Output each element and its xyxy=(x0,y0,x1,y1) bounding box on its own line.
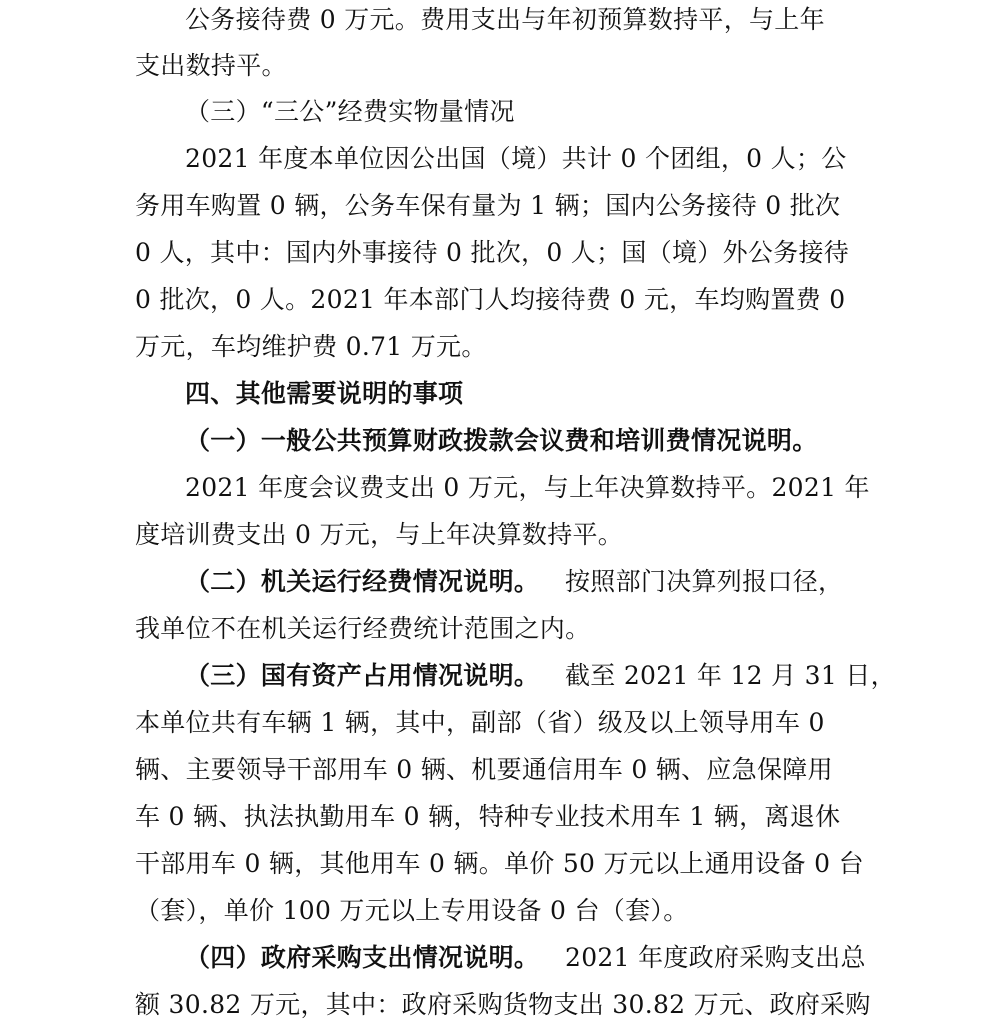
line-text: 0 批次，0 人。2021 年本部门人均接待费 0 元，车均购置费 0 xyxy=(135,285,846,314)
line-text: 0 人，其中：国内外事接待 0 批次，0 人；国（境）外公务接待 xyxy=(135,238,850,267)
paragraph-line xyxy=(0,277,1000,323)
line-text: （三）“三公”经费实物量情况 xyxy=(185,97,515,126)
line-text: 按照部门决算列报口径， xyxy=(565,567,844,596)
paragraph-line xyxy=(0,43,1000,89)
paragraph-line xyxy=(0,230,1000,276)
line-text: 务用车购置 0 辆，公务车保有量为 1 辆；国内公务接待 0 批次 xyxy=(135,191,841,220)
paragraph-line xyxy=(0,606,1000,652)
line-text: 干部用车 0 辆，其他用车 0 辆。单价 50 万元以上通用设备 0 台 xyxy=(135,849,864,878)
subsection-heading xyxy=(0,418,1000,464)
paragraph-line xyxy=(0,183,1000,229)
line-text: 公务接待费 0 万元。费用支出与年初预算数持平，与上年 xyxy=(185,5,825,34)
line-text: 额 30.82 万元，其中：政府采购货物支出 30.82 万元、政府采购 xyxy=(135,990,871,1019)
paragraph-line xyxy=(0,324,1000,370)
line-text: 2021 年度政府采购支出总 xyxy=(565,943,866,972)
paragraph-line xyxy=(0,465,1000,511)
subsection-heading: （二）机关运行经费情况说明。 xyxy=(185,567,540,596)
paragraph-line xyxy=(0,559,1000,605)
line-text: 度培训费支出 0 万元，与上年决算数持平。 xyxy=(135,520,624,549)
paragraph-line xyxy=(0,700,1000,746)
paragraph-line xyxy=(0,136,1000,182)
line-text: （套），单价 100 万元以上专用设备 0 台（套）。 xyxy=(135,896,689,925)
line-text: 车 0 辆、执法执勤用车 0 辆，特种专业技术用车 1 辆，离退休 xyxy=(135,802,841,831)
paragraph-line xyxy=(0,512,1000,558)
subsection-heading xyxy=(0,89,1000,135)
paragraph-line xyxy=(0,653,1000,699)
line-text: 四、其他需要说明的事项 xyxy=(185,379,464,408)
paragraph-line xyxy=(0,982,1000,1028)
section-heading xyxy=(0,371,1000,417)
line-text: 截至 2021 年 12 月 31 日， xyxy=(565,661,896,690)
line-text: （一）一般公共预算财政拨款会议费和培训费情况说明。 xyxy=(185,426,818,455)
paragraph-line xyxy=(0,747,1000,793)
subsection-heading: （四）政府采购支出情况说明。 xyxy=(185,943,540,972)
line-text: 万元，车均维护费 0.71 万元。 xyxy=(135,332,487,361)
line-text: 2021 年度会议费支出 0 万元，与上年决算数持平。2021 年 xyxy=(185,473,870,502)
paragraph-line xyxy=(0,935,1000,981)
paragraph-line xyxy=(0,0,1000,43)
line-text: 本单位共有车辆 1 辆，其中，副部（省）级及以上领导用车 0 xyxy=(135,708,825,737)
paragraph-line xyxy=(0,888,1000,934)
subsection-heading: （三）国有资产占用情况说明。 xyxy=(185,661,540,690)
paragraph-line xyxy=(0,794,1000,840)
line-text: 支出数持平。 xyxy=(135,51,287,80)
line-text: 2021 年度本单位因公出国（境）共计 0 个团组，0 人；公 xyxy=(185,144,847,173)
line-text: 我单位不在机关运行经费统计范围之内。 xyxy=(135,614,591,643)
line-text: 辆、主要领导干部用车 0 辆、机要通信用车 0 辆、应急保障用 xyxy=(135,755,833,784)
paragraph-line xyxy=(0,841,1000,887)
